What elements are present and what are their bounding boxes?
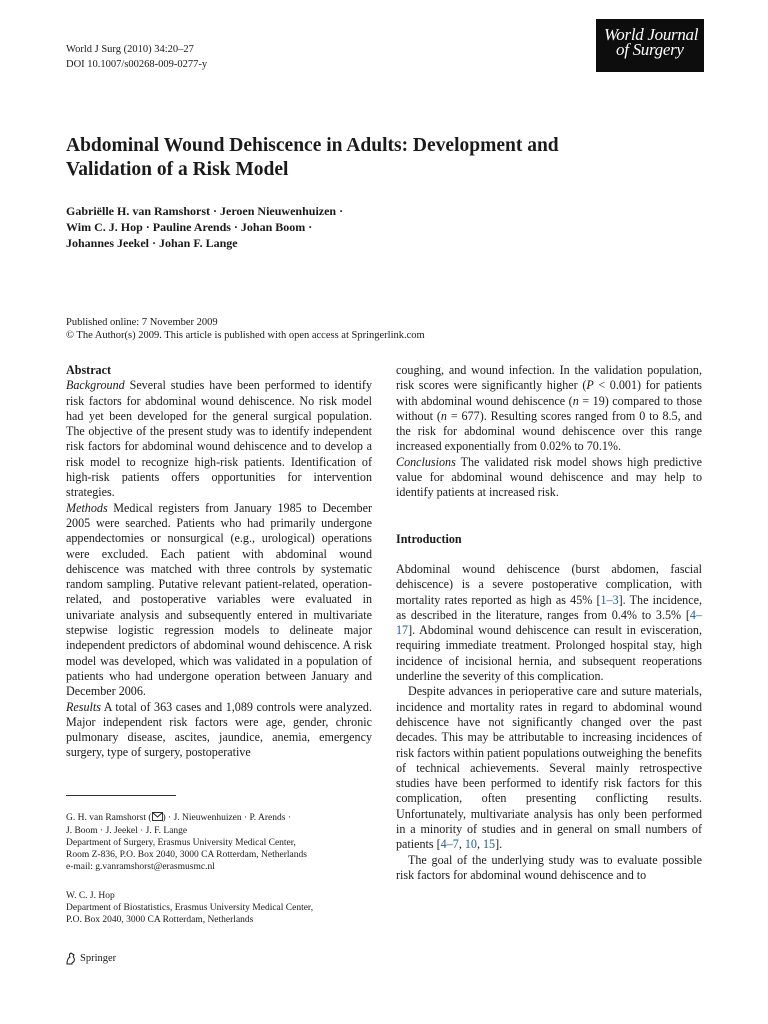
results-text: A total of 363 cases and 1,089 controls were analyzed. Major independent risk factors were age, gender, chronic pulmonary disease, ascites, jaundice, anemia, emergency surgery, type of surgery, postoperative: [66, 699, 372, 760]
results-cont-text: < 0.001) for patients with abdominal wound dehiscence (: [396, 378, 702, 408]
publisher-name: Springer: [80, 953, 117, 964]
n-symbol: n: [440, 408, 447, 423]
springer-horse-icon: [64, 952, 77, 965]
affiliation-line: P.O. Box 2040, 3000 CA Rotterdam, Netherlands: [66, 915, 254, 925]
methods-label: Methods: [66, 500, 108, 515]
results-cont-text: coughing, and wound infection. In the validation population, risk scores were significantly higher (: [396, 363, 702, 393]
intro-text: Abdominal wound dehiscence (burst abdomen, fascial dehiscence) is a severe postoperative complication, with mortality rates reported as high as 45% [: [396, 561, 702, 607]
results-cont-text: = 19) compared to those without (: [396, 393, 702, 423]
affiliation-line: Room Z-836, P.O. Box 2040, 3000 CA Rotterdam, Netherlands: [66, 850, 307, 860]
intro-text: ]. The incidence, as described in the literature, ranges from 0.4% to 3.5% [: [396, 592, 702, 622]
abstract-conclusions: [396, 455, 702, 501]
author-list: [66, 203, 486, 251]
intro-text: ,: [458, 837, 465, 852]
intro-paragraph-2: [396, 684, 702, 852]
results-cont-text: = 677). Resulting scores ranged from 0 to 8.5, and the risk for abdominal wound dehiscence over this range increased exponentially from 0.02% to 70.1%.: [396, 408, 702, 454]
authors-line: Wim C. J. Hop · Pauline Arends · Johan Boom ·: [66, 220, 313, 234]
logo-line-2: of Surgery: [616, 40, 684, 59]
intro-text: ].: [495, 837, 503, 852]
affiliation-line: W. C. J. Hop: [66, 891, 115, 901]
publication-info: [66, 316, 425, 342]
affiliation-2: [66, 890, 376, 926]
methods-text: Medical registers from January 1985 to December 2005 were searched. Patients who had primarily undergone appendectomies or nonsurgical (e.g., urological) operations were excluded. Each patient with abdominal wound dehiscence was matched with three controls by systematic random sampling. Putative relevant patient-related, operation-related, and postoperative variables were evaluated in univariate analysis and subsequently entered in multivariate stepwise logistic regression models to delineate major independent predictors of abdominal wound dehiscence. A risk model was developed, which was validated in a population of patients who had undergone operation between January and December 2006.: [66, 500, 372, 699]
journal-citation: World J Surg (2010) 34:20–27: [66, 44, 194, 55]
reference-link[interactable]: 4–7: [440, 837, 459, 852]
affiliation-names: [66, 812, 376, 825]
affiliation-1: [66, 812, 376, 873]
abstract-results-continued: [396, 363, 702, 455]
background-label: Background: [66, 378, 125, 393]
affiliation-line: J. Boom · J. Jeekel · J. F. Lange: [66, 826, 188, 836]
email-address[interactable]: e-mail: g.vanramshorst@erasmusmc.nl: [66, 862, 215, 872]
journal-meta: [66, 42, 207, 72]
conclusions-label: Conclusions: [396, 454, 456, 469]
article-title: Abdominal Wound Dehiscence in Adults: Development and Validation of a Risk Model: [66, 135, 559, 180]
abstract-results: [66, 700, 372, 761]
affiliation-line: Department of Surgery, Erasmus University Medical Center,: [66, 838, 296, 848]
publisher-mark: [64, 952, 116, 965]
introduction-heading: Introduction: [396, 531, 462, 546]
logo-line-1: World Journal: [604, 25, 699, 44]
intro-paragraph-3: The goal of the underlying study was to evaluate possible risk factors for abdominal wound dehiscence and to: [396, 852, 702, 882]
published-date: Published online: 7 November 2009: [66, 317, 218, 328]
p-symbol: P: [586, 378, 594, 393]
journal-logo: [596, 19, 704, 72]
footnote-divider: [66, 795, 176, 796]
reference-link[interactable]: 1–3: [600, 592, 619, 607]
abstract-methods: [66, 501, 372, 700]
intro-text: Despite advances in perioperative care and suture materials, incidence and mortality rates in regard to abdominal wound dehiscence have not significantly changed over the past decades. This may be attributable to increasing incidences of risk factors within patient populations outweighing the benefits of technical achievements. Several mainly retrospective studies have been performed to identify risk factors for this complication, often presenting conflicting results. Unfortunately, multivariate analysis has only been performed in a minority of studies and in general on small numbers of patients [: [396, 684, 702, 852]
envelope-icon[interactable]: [152, 812, 163, 825]
reference-link[interactable]: 10: [464, 837, 477, 852]
reference-link[interactable]: 15: [483, 837, 496, 852]
intro-text: ,: [476, 837, 483, 852]
authors-line: Gabriëlle H. van Ramshorst · Jeroen Nieuwenhuizen ·: [66, 204, 344, 218]
results-label: Results: [66, 699, 101, 714]
article-doi[interactable]: DOI 10.1007/s00268-009-0277-y: [66, 59, 208, 70]
affiliation-text: ) · J. Nieuwenhuizen · P. Arends ·: [162, 813, 291, 823]
n-symbol: n: [572, 393, 579, 408]
affiliation-line: Department of Biostatistics, Erasmus University Medical Center,: [66, 903, 314, 913]
reference-link[interactable]: 4–17: [396, 607, 702, 638]
intro-paragraph-1: [396, 562, 702, 684]
copyright-line: © The Author(s) 2009. This article is published with open access at Springerlink.com: [66, 330, 425, 341]
conclusions-text: The validated risk model shows high predictive value for abdominal wound dehiscence and may help to identify patients at increased risk.: [396, 454, 702, 500]
abstract-column: [66, 363, 372, 761]
background-text: Several studies have been performed to identify risk factors for abdominal wound dehiscence. No risk model had yet been developed for the general surgical population. The objective of the present study was to identify independent risk factors for abdominal wound dehiscence and to develop a risk model to recognize high-risk patients. Identification of high-risk patients offers opportunities for intervention strategies.: [66, 378, 372, 500]
intro-text: ]. Abdominal wound dehiscence can result in evisceration, requiring immediate treatment. Prolonged hospital stay, high incidence of incisional hernia, and subsequent reoperations underline the severity of this complication.: [396, 623, 702, 684]
affiliation-text: G. H. van Ramshorst (: [66, 813, 152, 823]
right-column: [396, 363, 702, 883]
authors-line: Johannes Jeekel · Johan F. Lange: [66, 236, 238, 250]
abstract-heading: Abstract: [66, 363, 112, 377]
abstract-background: [66, 378, 372, 500]
